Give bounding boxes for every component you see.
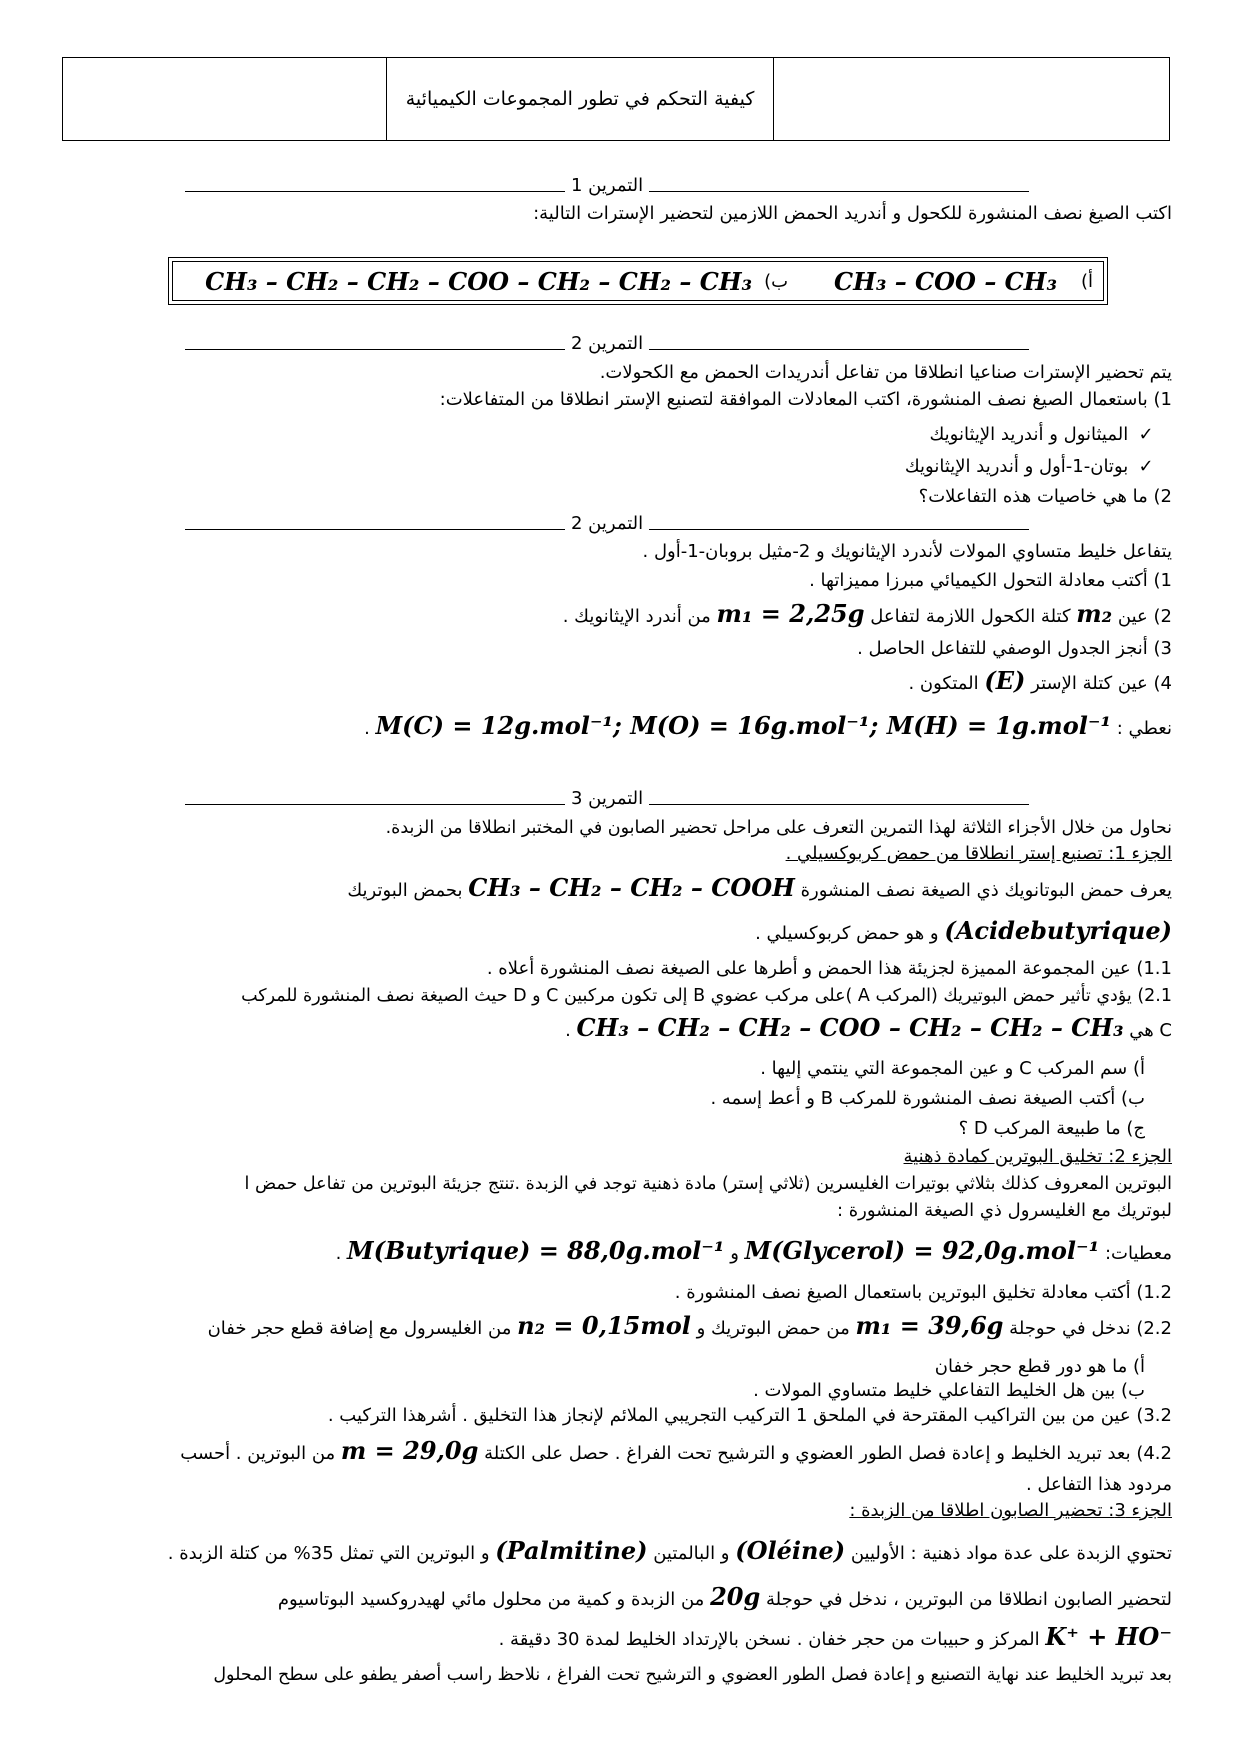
title-rule [185,191,565,192]
title-rule [185,804,565,805]
ex3-p1-line2 [62,916,1172,945]
ex3-q12: 1.2) أكتب معادلة تخليق البوترين باستعمال الصيغ نصف المنشورة . [674,1282,1172,1303]
given-end: . [364,718,370,739]
q22-n2: n₂ = 0,15mol [517,1311,691,1340]
compound-c-formula: CH₃ – CH₂ – CH₂ – COO – CH₂ – CH₂ – CH₃ [576,1013,1124,1042]
q22-post: من الغليسرول مع إضافة قطع حجر خفان [207,1318,512,1339]
butyrique-mass: M(Butyrique) = 88,0g.mol⁻¹ [347,1236,725,1265]
exercise-3-title: التمرين 3 [571,788,644,809]
p3-line1-pre: تحتوي الزبدة على عدة مواد ذهنية : الأوليين [850,1543,1172,1564]
ex3-q42-line2: مردود هذا التفاعل . [1025,1474,1172,1495]
check-icon: ✓ [1138,456,1154,477]
q42-m: m = 29,0g [340,1436,479,1465]
ex2-q2: 2) ما هي خاصيات هذه التفاعلات؟ [918,486,1172,507]
p1-line1-post: بحمض البوتريك [347,880,463,901]
ex3-part2-title: الجزء 2: تخليق البوترين كمادة ذهنية [903,1146,1172,1167]
p3-line1-post: و البوترين التي تمثل 35% من كتلة الزبدة . [167,1543,490,1564]
title-rule [185,349,565,350]
acid-name: (Acidebutyrique) [944,916,1172,945]
given-label: نعطي : [1116,718,1172,739]
q4-post: المتكون . [908,673,979,694]
ex3-q22a: أ) ما هو دور قطع حجر خفان [934,1356,1145,1377]
header-left-cell [63,58,387,140]
ex3-p3-line4: بعد تبريد الخليط عند نهاية التصنيع و إعادة فصل الطور العضوي و الترشيح تحت الفراغ ، نلاحظ راسب أصفر يطفو على سطح المحلول [213,1665,1172,1685]
exercise-2-title: التمرين 2 [571,333,644,354]
p1-line1-pre: يعرف حمض البوتانويك ذي الصيغة نصف المنشورة [800,880,1172,901]
palmitine: (Palmitine) [495,1536,648,1565]
exercise-2b-title: التمرين 2 [571,513,644,534]
ex3-part3-title: الجزء 3: تحضير الصابون اطلاقا من الزبدة : [849,1500,1172,1521]
ex3-q42 [62,1436,1172,1465]
formula-b: CH₃ – CH₂ – CH₂ – COO – CH₂ – CH₂ – CH₃ [205,266,753,296]
ex2b-intro: يتفاعل خليط متساوي المولات لأندرد الإيثانويك و 2-مثيل بروبان-1-أول . [642,541,1172,562]
exercise-2b-title-row [185,513,1029,534]
ex2-q1: 1) باستعمال الصيغ نصف المنشورة، اكتب المعادلات الموافقة لتصنيع الإستر انطلاقا من المتفاعلات: [439,389,1172,410]
ex2b-q2 [62,599,1172,628]
ex3-q22 [62,1311,1172,1340]
ex3-p3-line2 [62,1582,1172,1611]
ex3-p3-line3 [62,1622,1172,1651]
ex2b-q4 [62,666,1172,695]
q4-E: (E) [984,666,1026,695]
ex2b-given [62,711,1172,740]
p3-line3-post: المركز و حبيبات من حجر خفان . نسخن بالإرتداد الخليط لمدة 30 دقيقة . [498,1629,1040,1650]
q42-pre: 4.2) بعد تبريد الخليط و إعادة فصل الطور العضوي و الترشيح تحت الفراغ . حصل على الكتلة [484,1443,1172,1464]
ex3-q21b: ب) أكتب الصيغة نصف المنشورة للمركب B و أعط إسمه . [710,1088,1145,1109]
check-1-text: الميثانول و أندريد الإيثانويك [929,424,1129,445]
q42-post: من البوترين . أحسب [180,1443,336,1464]
label-b: ب) [764,270,789,292]
glycerol-mass: M(Glycerol) = 92,0g.mol⁻¹ [744,1236,1100,1265]
q2-m2: m₂ [1076,599,1113,628]
ex3-p2-line2: لبوتريك مع الغليسرول ذي الصيغة المنشورة : [836,1200,1172,1221]
exercise-2-title-row [185,333,1029,354]
butanoic-formula: CH₃ – CH₂ – CH₂ – COOH [468,873,795,902]
ex3-q32: 3.2) عين من بين التراكيب المقترحة في الملحق 1 التركيب التجريبي الملائم لإنجاز هذا التخليق . أشرهذا التركيب . [327,1405,1172,1426]
q21-end: . [565,1020,571,1041]
p3-line2-pre: لتحضير الصابون انطلاقا من البوترين ، ندخل في حوجلة [765,1589,1172,1610]
exercise-1-title-row [185,175,1029,196]
title-rule [649,349,1029,350]
potassium-hydroxide-ions: K⁺ + HO⁻ [1045,1622,1172,1651]
ex3-part1-title: الجزء 1: تصنيع إستر انطلاقا من حمض كربوكسيلي . [785,843,1172,864]
ex3-intro: نحاول من خلال الأجزاء الثلاثة لهذا التمرين التعرف على مراحل تحضير الصابون في المختبر انطلاقا من الزبدة. [385,818,1172,838]
ex3-q11: 1.1) عين المجموعة المميزة لجزيئة هذا الحمض و أطرها على الصيغة نصف المنشورة أعلاه . [486,958,1172,979]
p3-line1-mid: و البالمتين [653,1543,730,1564]
q22-mid: من حمض البوتريك و [696,1318,850,1339]
q4-pre: 4) عين كتلة الإستر [1031,673,1172,694]
formula-a: CH₃ – COO – CH₃ [834,266,1057,296]
p2-given-label: معطيات: [1104,1243,1172,1264]
label-a: أ) [1080,270,1093,292]
ester-formulas-box [168,257,1108,305]
q2-pre: 2) عين [1117,606,1172,627]
ex3-q22b: ب) بين هل الخليط التفاعلي خليط متساوي المولات . [753,1380,1145,1401]
title-rule [649,529,1029,530]
ex1-instruction: اكتب الصيغ نصف المنشورة للكحول و أندريد الحمض اللازمين لتحضير الإسترات التالية: [533,203,1172,224]
given-values: M(C) = 12g.mol⁻¹; M(O) = 16g.mol⁻¹; M(H) = 1g.mol⁻¹ [375,711,1112,740]
ex2b-q1: 1) أكتب معادلة التحول الكيميائي مبرزا مميزاتها . [809,570,1172,591]
p3-line2-post: من الزبدة و كمية من محلول مائي لهيدروكسيد البوتاسيوم [277,1589,705,1610]
exercise-1-title: التمرين 1 [571,175,644,196]
q22-pre: 2.2) ندخل في حوجلة [1009,1318,1172,1339]
title-rule [649,804,1029,805]
ex3-p1-line1 [62,873,1172,902]
q2-m1: m₁ = 2,25g [716,599,865,628]
q2-post: من أندرد الإيثانويك . [562,606,711,627]
ex3-q21a: أ) سم المركب C و عين المجموعة التي ينتمي إليها . [760,1058,1145,1079]
check-icon: ✓ [1138,424,1154,445]
q21-c: C هي [1129,1020,1172,1041]
title-rule [185,529,565,530]
ex3-p2-line1: البوترين المعروف كذلك بثلاثي بوتيرات الغليسرين (ثلاثي إستر) مادة ذهنية توجد في الزبدة .تنتج جزيئة البوترين من تفاعل حمض ا [244,1174,1172,1194]
ex3-p2-given [62,1236,1172,1265]
ex2b-q3: 3) أنجز الجدول الوصفي للتفاعل الحاصل . [857,638,1172,659]
oleine: (Oléine) [735,1536,846,1565]
butter-mass: 20g [710,1582,761,1611]
header-table [62,57,1170,141]
q2-mid: كتلة الكحول اللازمة لتفاعل [870,606,1071,627]
ex3-q21: 2.1) يؤدي تأثير حمض البوتيريك (المركب A )على مركب عضوي B إلى تكون مركبين C و D حيث الصيغة نصف المنشورة للمركب [241,986,1172,1006]
ex3-q21-formula-line [62,1013,1172,1042]
p1-line2-post: و هو حمض كربوكسيلي . [755,923,939,944]
q22-m1: m₁ = 39,6g [855,1311,1004,1340]
header-right-cell [774,58,1169,140]
ex2-check-1 [62,424,1158,446]
title-rule [649,191,1029,192]
exercise-3-title-row [185,788,1029,809]
check-2-text: بوتان-1-أول و أندريد الإيثانويك [904,456,1129,477]
ex2-check-2 [62,456,1158,478]
p2-and: و [730,1243,739,1264]
ex3-p3-line1 [62,1536,1172,1565]
page-title: كيفية التحكم في تطور المجموعات الكيميائية [387,58,773,140]
p2-end: . [335,1243,342,1264]
ex2-intro: يتم تحضير الإسترات صناعيا انطلاقا من تفاعل أندريدات الحمض مع الكحولات. [599,362,1172,383]
ex3-q21c: ج) ما طبيعة المركب D ؟ [958,1118,1145,1139]
